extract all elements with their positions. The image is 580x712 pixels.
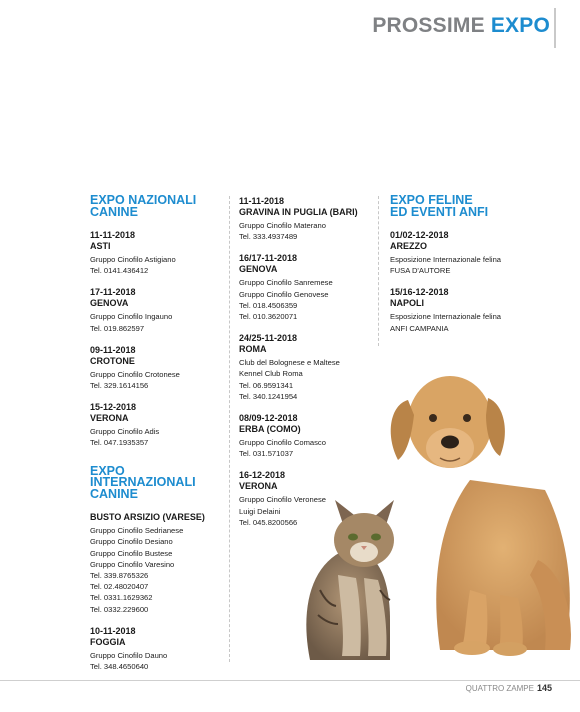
event-detail-line: Gruppo Cinofilo Varesino — [90, 559, 175, 569]
event-detail-line: Luigi Delaini — [239, 506, 281, 516]
event-detail-line: Tel. 031.571037 — [239, 449, 294, 459]
event-entry — [390, 287, 530, 333]
event-city: ASTI — [90, 241, 111, 251]
event-detail-line: Gruppo Cinofilo Veronese — [239, 495, 326, 505]
event-detail-line: Gruppo Cinofilo Sanremese — [239, 278, 333, 288]
section-title-line: EXPO NAZIONALI — [90, 193, 197, 207]
event-city: CROTONE — [90, 355, 135, 366]
section-title-line: CANINE — [90, 204, 138, 219]
event-detail-line: Tel. 0141.436412 — [90, 266, 149, 276]
event-city: BUSTO ARSIZIO (VARESE) — [90, 512, 205, 523]
event-detail-line: Esposizione Internazionale felina — [390, 312, 502, 322]
event-date: 17-11-2018 — [90, 287, 136, 298]
event-city: NAPOLI — [390, 298, 425, 309]
event-detail-line: Tel. 329.1614156 — [90, 381, 149, 391]
dog-and-cat-photo — [290, 360, 580, 660]
section-title-nazionali — [90, 195, 222, 218]
title-word-expo: EXPO — [490, 14, 550, 37]
section-title-line: INTERNAZIONALI — [90, 475, 196, 490]
event-detail-line: Tel. 018.4506359 — [239, 300, 298, 310]
event-date: 10-11-2018 — [90, 625, 136, 636]
event-date: 11-11-2018 — [90, 230, 136, 240]
event-detail-line: Gruppo Cinofilo Genovese — [239, 289, 329, 299]
event-entry — [90, 402, 222, 448]
event-date: 24/25-11-2018 — [239, 333, 298, 344]
event-detail-line: Kennel Club Roma — [239, 369, 303, 379]
event-entry — [90, 345, 222, 391]
event-entry — [90, 626, 222, 672]
event-city: GENOVA — [90, 298, 129, 309]
event-detail-line: Gruppo Cinofilo Bustese — [90, 548, 173, 558]
event-detail-line: ANFI CAMPANIA — [390, 323, 449, 333]
event-entry — [390, 230, 530, 276]
event-detail-line: Tel. 02.48020407 — [90, 582, 149, 592]
event-detail-line: Tel. 340.1241954 — [239, 391, 298, 401]
event-entry — [90, 287, 222, 333]
event-date: 09-11-2018 — [90, 344, 136, 355]
event-detail-line: Club del Bolognese e Maltese — [239, 358, 340, 368]
event-date: 15/16-12-2018 — [390, 287, 449, 298]
event-detail-line: Gruppo Cinofilo Sedrianese — [90, 526, 184, 536]
event-date: 11-11-2018 — [239, 196, 285, 206]
event-detail-line: Gruppo Cinofilo Astigiano — [90, 255, 176, 264]
event-entry — [239, 196, 371, 242]
dog-image — [391, 376, 571, 656]
header-rule — [554, 8, 556, 48]
section-title-internazionali — [90, 463, 222, 501]
event-city: ROMA — [239, 344, 267, 355]
column-right — [390, 195, 530, 345]
event-entry — [90, 512, 222, 615]
cat-image — [306, 500, 394, 660]
event-date: 15-12-2018 — [90, 402, 137, 413]
event-date: 01/02-12-2018 — [390, 230, 449, 240]
event-detail-line: Gruppo Cinofilo Crotonese — [90, 369, 180, 379]
event-detail-line: Tel. 010.3620071 — [239, 312, 298, 322]
event-date: 16/17-11-2018 — [239, 253, 298, 264]
event-detail-line: Tel. 333.4937489 — [239, 232, 298, 242]
column-divider — [378, 196, 379, 346]
page-number: 145 — [536, 683, 552, 693]
title-word-prossime: PROSSIME — [372, 14, 485, 37]
page-title — [372, 14, 550, 46]
event-city: AREZZO — [390, 241, 427, 251]
event-detail-line: Tel. 0332.229600 — [90, 604, 149, 614]
event-entry — [90, 230, 222, 276]
event-entry — [239, 253, 371, 322]
event-city: VERONA — [90, 413, 129, 424]
event-city: GRAVINA IN PUGLIA (BARI) — [239, 207, 358, 217]
event-detail-line: Tel. 339.8765326 — [90, 570, 149, 580]
event-date: 16-12-2018 — [239, 470, 286, 481]
event-detail-line: Gruppo Cinofilo Desiano — [90, 537, 173, 547]
event-city: FOGGIA — [90, 636, 126, 647]
magazine-name: QUATTRO ZAMPE — [465, 684, 534, 693]
event-detail-line: Gruppo Cinofilo Ingauno — [90, 312, 173, 322]
event-detail-line: Gruppo Cinofilo Comasco — [239, 438, 326, 448]
event-detail-line: FUSA D'AUTORE — [390, 266, 451, 276]
footer-rule — [0, 680, 580, 681]
event-detail-line: Tel. 06.9591341 — [239, 380, 294, 390]
section-title-line: ED EVENTI ANFI — [390, 204, 489, 219]
section-title-line: EXPO FELINE — [390, 193, 473, 207]
page-footer — [466, 683, 552, 693]
column-divider — [229, 196, 230, 662]
column-left — [90, 195, 222, 683]
event-detail-line: Tel. 348.4650640 — [90, 661, 149, 671]
section-title-feline — [390, 195, 530, 218]
event-detail-line: Esposizione Internazionale felina — [390, 255, 502, 264]
section-title-line: EXPO — [90, 463, 125, 478]
section-title-line: CANINE — [90, 486, 138, 501]
event-city: GENOVA — [239, 264, 278, 275]
event-detail-line: Gruppo Cinofilo Adis — [90, 427, 160, 437]
event-detail-line: Tel. 047.1935357 — [90, 438, 149, 448]
event-city: ERBA (COMO) — [239, 424, 301, 435]
event-date: 08/09-12-2018 — [239, 413, 298, 424]
event-detail-line: Tel. 0331.1629362 — [90, 593, 153, 603]
event-detail-line: Gruppo Cinofilo Dauno — [90, 650, 168, 660]
event-detail-line: Tel. 045.8200566 — [239, 517, 298, 527]
event-city: VERONA — [239, 481, 278, 492]
event-detail-line: Tel. 019.862597 — [90, 323, 145, 333]
event-detail-line: Gruppo Cinofilo Materano — [239, 221, 326, 230]
